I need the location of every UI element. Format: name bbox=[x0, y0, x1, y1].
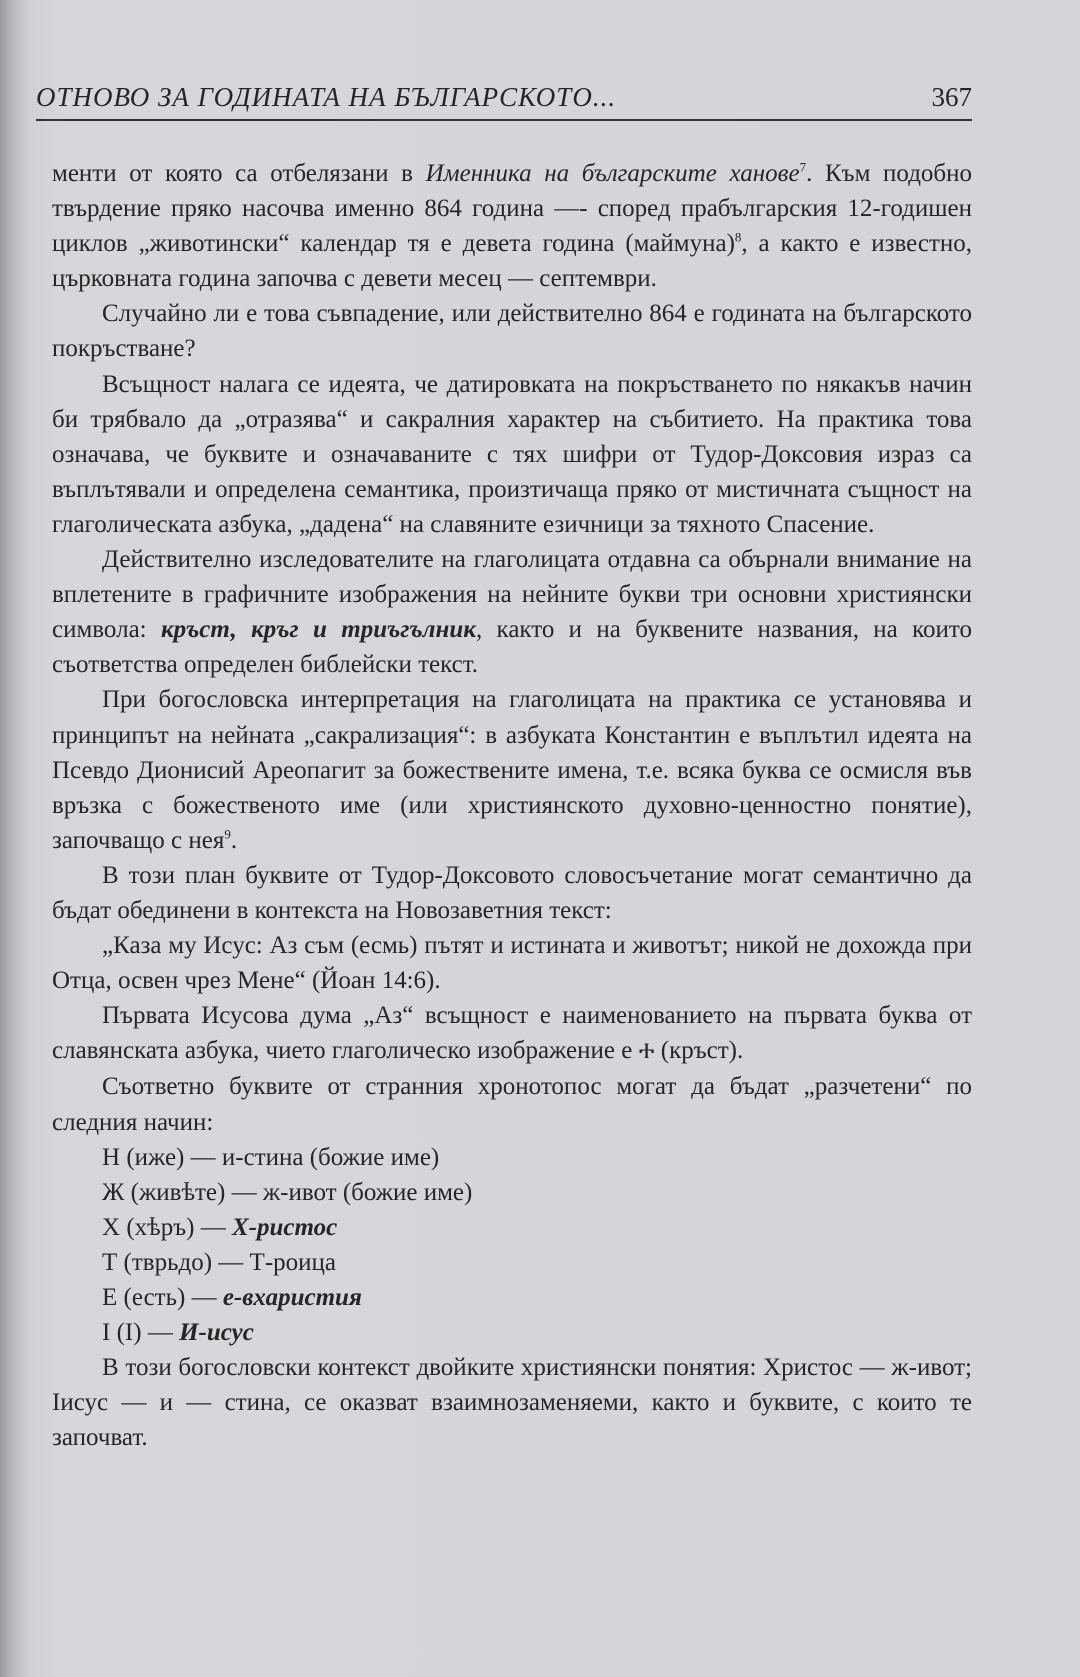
page-body bbox=[52, 156, 972, 1455]
page-number: 367 bbox=[931, 82, 972, 112]
paragraph-4 bbox=[52, 542, 972, 682]
list-letter: Н bbox=[102, 1143, 121, 1171]
footnote-ref-8: 8 bbox=[734, 229, 742, 245]
list-word: Т-роица bbox=[249, 1248, 336, 1276]
list-letter-name: (І) bbox=[116, 1319, 142, 1347]
text-run: , както и на буквените названия, на които съответства определен библейски текст. bbox=[52, 616, 972, 679]
list-dash: — bbox=[194, 1213, 232, 1241]
list-letter: Х bbox=[102, 1213, 121, 1241]
text-run: Действително изследователите на глаголицата отдавна са обърнали внимание на вплетените в графичните изображения на нейните букви три основни християнски символа: bbox=[52, 546, 972, 644]
text-run: (кръст). bbox=[654, 1037, 744, 1065]
list-dash: — bbox=[212, 1248, 250, 1276]
list-dash: — bbox=[225, 1178, 263, 1206]
list-letter: Ж bbox=[102, 1178, 125, 1206]
list-word: И-исус bbox=[179, 1319, 254, 1347]
paragraph-1 bbox=[52, 156, 972, 296]
paragraph-8 bbox=[52, 998, 972, 1069]
italic-title: Именника на българските ханове bbox=[425, 160, 800, 187]
list-letter-name: (тврьдо) bbox=[123, 1248, 213, 1276]
text-run: . bbox=[230, 826, 238, 854]
list-letter: І bbox=[102, 1319, 111, 1347]
glagolitic-az-glyph: Ⰰ bbox=[638, 1039, 655, 1065]
running-title: ОТНОВО ЗА ГОДИНАТА НА БЪЛГАРСКОТО... bbox=[36, 82, 617, 112]
paragraph-10: В този богословски контекст двойките християнски понятия: Христос — ж-ивот; Іисус — и — стина, се оказват взаимнозаменяеми, както и буквите, с които те започват. bbox=[52, 1354, 972, 1452]
list-item bbox=[52, 1140, 972, 1175]
paragraph-3: Всъщност налага се идеята, че датировката на покръстването по някакъв начин би трябвало да „отразява“ и сакралния характер на събитието. На практика това означава, че буквите и означаваните с тях шифри от Тудор-Доксовия израз са въплътявали и определена семантика, произтичаща пряко от мистичната същност на глаголическата азбука, „дадена“ на славяните езичници за тяхното Спасение. bbox=[52, 370, 972, 538]
list-item bbox=[52, 1210, 972, 1245]
paragraph-2: Случайно ли е това съвпадение, или действително 864 е годината на българското покръстване? bbox=[52, 300, 972, 363]
text-run: менти от която са отбелязани в bbox=[52, 160, 426, 187]
text-run: . Към подобно твърдение пряко насочва именно 864 година —- според прабългарския 12-годишен циклов „животински“ календар тя е девета година (маймуна) bbox=[52, 160, 973, 258]
list-dash: — bbox=[141, 1319, 180, 1347]
text-run: Първата Исусова дума „Аз“ всъщност е наименованието на първата буква от славянската азбука, чието глаголическо изображение е bbox=[52, 1002, 972, 1065]
list-dash: — bbox=[184, 1143, 222, 1171]
list-item bbox=[52, 1280, 972, 1315]
list-item bbox=[52, 1245, 972, 1280]
bold-italic-symbols: кръст, кръг и триъгълник bbox=[160, 616, 476, 644]
paragraph-6: В този план буквите от Тудор-Доксовото словосъчетание могат семантично да бъдат обединени в контекста на Новозаветния текст: bbox=[52, 861, 972, 924]
paragraph-9: Съответно буквите от странния хронотопос могат да бъдат „разчетени“ по следния начин: bbox=[52, 1073, 972, 1136]
footnote-ref-9: 9 bbox=[224, 826, 231, 842]
list-dash: — bbox=[185, 1284, 223, 1311]
list-letter-name: (иже) bbox=[126, 1143, 185, 1171]
list-word: и-стина (божие име) bbox=[221, 1143, 440, 1171]
list-letter: Т bbox=[102, 1248, 118, 1276]
list-word: е-вхаристия bbox=[222, 1284, 362, 1311]
list-item bbox=[52, 1315, 972, 1350]
list-letter-name: (есть) bbox=[123, 1284, 186, 1311]
list-letter-name: (хѣръ) bbox=[126, 1213, 195, 1241]
list-letter-name: (живѣте) bbox=[130, 1178, 226, 1206]
list-item bbox=[52, 1175, 972, 1210]
letter-list bbox=[52, 1140, 972, 1351]
footnote-ref-7: 7 bbox=[799, 159, 807, 175]
text-run: , а както е известно, църковната година започва с девети месец — септември. bbox=[52, 230, 972, 293]
quote-john: „Каза му Исус: Аз съм (есмь) пътят и истината и животът; никой не дохожда при Отца, освен чрез Мене“ (Йоан 14:6). bbox=[52, 932, 972, 995]
list-word: Х-ристос bbox=[231, 1213, 338, 1241]
paragraph-5 bbox=[52, 682, 972, 857]
list-word: ж-ивот (божие име) bbox=[262, 1178, 473, 1206]
page-header bbox=[36, 82, 972, 121]
text-run: При богословска интерпретация на глаголицата на практика се установява и принципът на нейната „сакрализация“: в азбуката Константин е въплътил идеята на Псевдо Дионисий Ареопагит за божествените имена, т.е. всяка буква се осмисля във връзка с божественото име (или християнското духовно-ценностно понятие), започващо с нея bbox=[52, 686, 972, 854]
list-letter: Е bbox=[102, 1284, 118, 1311]
